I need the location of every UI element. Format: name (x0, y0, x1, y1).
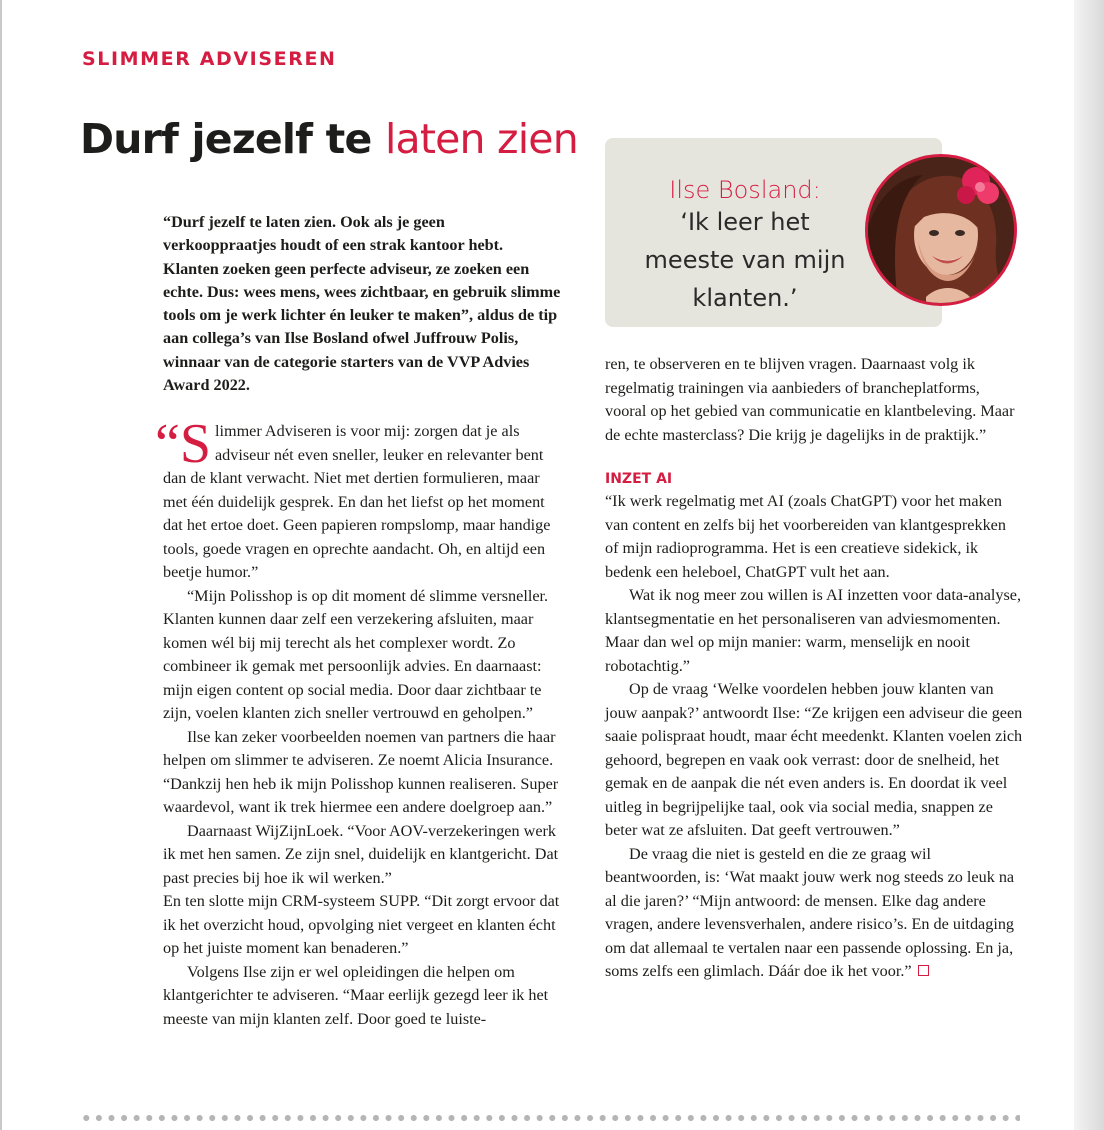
article-column-right (605, 353, 1023, 984)
pull-quote-text: ‘Ik leer het meeste van mijn klanten.’ (644, 208, 846, 312)
headline-accent: laten zien (384, 115, 578, 163)
article-intro: “Durf jezelf te laten zien. Ook als je geen verkooppraatjes houdt of een strak kantoor hebt. Klanten zoeken geen perfecte adviseur, ze zoeken een echte. Dus: wees mens, wees zichtbaar, en gebruik slimme tools om je werk lichter én leuker te maken”, aldus de tip aan collega’s van Ilse Bosland ofwel Juffrouw Polis, winnaar van de categorie starters van de VVP Advies Award 2022. (163, 213, 561, 395)
paragraph: En ten slotte mijn CRM-systeem SUPP. “Dit zorgt ervoor dat ik het overzicht houd, opvolging niet vergeet en klanten écht op het juiste moment kan benaderen.” (163, 892, 560, 958)
paragraph-text: limmer Adviseren is voor mij: zorgen dat je als adviseur nét even sneller, leuker en relevanter bent dan de klant verwacht. Niet met dertien formulieren, maar met één duidelijk gesprek. En dan het liefst op het moment dat het ertoe doet. Geen papieren rompslomp, maar handige tools, goede vragen en oprechte aandacht. Oh, en altijd een beetje humor.” (163, 422, 551, 582)
paragraph: Ilse kan zeker voorbeelden noemen van partners die haar helpen om slimmer te adviseren. Ze noemt Alicia Insurance. “Dankzij hen heb ik mijn Polisshop kunnen realiseren. Super waardevol, want ik trek hiermee een andere doelgroep aan.” (163, 727, 559, 817)
paragraph-text: De vraag die niet is gesteld en die ze graag wil beantwoorden, is: ‘Wat maakt jouw werk nog steeds zo leuk na al die jaren?’ “Mijn antwoord: de mensen. Elke dag andere vragen, andere levensverhalen, andere risico’s. En de uitdaging om dat allemaal te vertalen naar een passende oplossing. En ja, soms zelfs een glimlach. Dáár doe ik het voor.” (605, 844, 1015, 980)
pull-quote-name: Ilse Bosland: (669, 176, 821, 204)
paragraph: “Ik werk regelmatig met AI (zoals ChatGPT) voor het maken van content en zelfs bij het voorbereiden van klantgesprekken of mijn radioprogramma. Het is een creatieve sidekick, ik bedenk een heleboel, ChatGPT vult het aan. (605, 492, 1006, 581)
paragraph (155, 413, 561, 585)
headline-part1: Durf jezelf te (80, 115, 385, 163)
paragraph (605, 843, 1023, 984)
dropcap: “S (155, 413, 211, 476)
section-subhead: INZET AI (605, 471, 673, 487)
end-of-article-icon (918, 965, 929, 976)
paragraph: Op de vraag ‘Welke voordelen hebben jouw klanten van jouw aanpak?’ antwoordt Ilse: “Ze krijgen een adviseur die geen saaie polispraat houdt, maar écht meedenkt. Klanten voelen zich gehoord, begrepen en vaak ook verrast: door de snelheid, het gemak en de aanpak die nét even anders is. En doordat ik veel uitleg in begrijpelijke taal, ook via social media, snappen ze beter wat ze afsluiten. Dat geeft vertrouwen.” (605, 680, 1023, 839)
paragraph: Wat ik nog meer zou willen is AI inzetten voor data-analyse, klantsegmentatie en het personaliseren van adviesmomenten. Maar dan wel op mijn manier: warm, menselijk en nooit robotachtig.” (605, 586, 1022, 675)
page-gutter-shadow (1074, 0, 1104, 1130)
portrait-illustration (868, 157, 1014, 303)
paragraph: Volgens Ilse zijn er wel opleidingen die helpen om klantgerichter te adviseren. “Maar eerlijk gezegd leer ik het meeste van mijn klanten zelf. Door goed te luiste- (163, 962, 549, 1028)
paragraph: Daarnaast WijZijnLoek. “Voor AOV-verzekeringen werk ik met hen samen. Ze zijn snel, duidelijk en klantgericht. Dat past precies bij hoe ik wil werken.” (163, 821, 559, 887)
page-edge-rule (0, 0, 2, 1130)
dotted-footer-divider (80, 1112, 1020, 1124)
article-headline (80, 115, 578, 163)
paragraph: ren, te observeren en te blijven vragen. Daarnaast volg ik regelmatig trainingen via aanbieders of brancheplatforms, vooral op het gebied van communicatie en klantbeleving. Maar de echte masterclass? Die krijg je dagelijks in de praktijk.” (605, 355, 1015, 444)
paragraph: “Mijn Polisshop is op dit moment dé slimme versneller. Klanten kunnen daar zelf een verzekering afsluiten, maar komen wél bij mij terecht als het complexer wordt. Zo combineer ik gemak met persoonlijk advies. En daarnaast: mijn eigen content op social media. Door daar zichtbaar te zijn, voelen klanten zich sneller vertrouwd en geholpen.” (163, 586, 549, 723)
section-label: SLIMMER ADVISEREN (82, 48, 337, 70)
article-column-left (155, 211, 561, 1031)
portrait-photo-icon (865, 154, 1017, 306)
